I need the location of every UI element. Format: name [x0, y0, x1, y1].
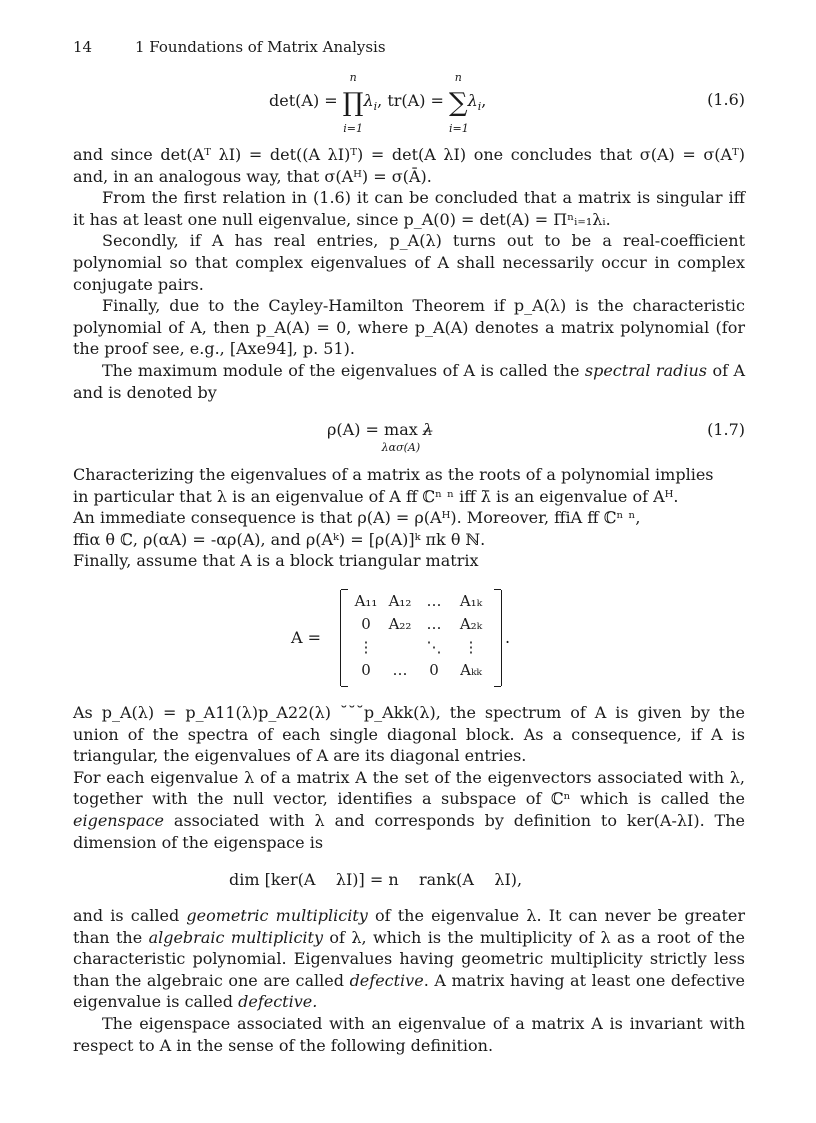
text-block-1 — [73, 144, 745, 403]
paragraph-1: and since det(Aᵀ λI) = det((A λI)ᵀ) = det(A λI) one concludes that σ(A) = σ(Aᵀ) and, in an analogous way, that σ(Aᴴ) = σ(Ā). — [73, 145, 745, 186]
equation-number: (1.6) — [707, 90, 745, 109]
page-number: 14 — [73, 38, 93, 56]
matrix-row: A₁₁ A₁₂ … A₁ₖ — [354, 592, 483, 610]
matrix-equation: A = . — [291, 628, 511, 647]
block-matrix — [340, 590, 502, 686]
paragraph-2: From the first relation in (1.6) it can be concluded that a matrix is singular iff it has at least one null eigenvalue, since p_A(0) = det(A) = Πⁿᵢ₌₁λᵢ. — [73, 188, 745, 229]
paragraph-7: Finally, assume that A is a block triangular matrix — [73, 551, 479, 571]
sum-operator: n ∑ i=1 — [449, 71, 469, 135]
equation-number: (1.7) — [707, 420, 745, 439]
paragraph-3: Secondly, if A has real entries, p_A(λ) turns out to be a real-coefficient polynomial so that complex eigenvalues of A shall necessarily occur in complex conjugate pairs. — [73, 231, 745, 294]
matrix-row: ⋮ ⋱ ⋮ — [358, 638, 479, 656]
matrix-row: 0 A₂₂ … A₂ₖ — [361, 615, 483, 633]
paragraph-11: The eigenspace associated with an eigenvalue of a matrix A is invariant with respect to A in the sense of the following definition. — [73, 1013, 745, 1055]
paragraph-4: Finally, due to the Cayley-Hamilton Theorem if p_A(λ) is the characteristic polynomial of A, then p_A(A) = 0, where p_A(A) denotes a matrix polynomial (for the proof see, e.g., [Axe94], p. 51). — [73, 296, 745, 359]
text-block-4 — [73, 905, 745, 1056]
text-block-2 — [73, 464, 745, 572]
equation-1-7 — [73, 420, 745, 454]
dimension-equation: dim [ker(A λI)] = n rank(A λI), — [229, 870, 523, 889]
equation-1-6 — [73, 71, 745, 135]
paragraph-6-line-1: Characterizing the eigenvalues of a matrix as the roots of a polynomial implies — [73, 465, 714, 484]
chapter-title: 1 Foundations of Matrix Analysis — [135, 38, 386, 56]
equation-1-6-body: det(A) = n ∏ i=1 $\lambda_i$, tr(A) = n ∑ i=1 $\lambda_i$, — [269, 71, 487, 135]
paragraph-6-line-2: in particular that λ is an eigenvalue of A ff ℂⁿ ⁿ iff λ̄ is an eigenvalue of Aᴴ. — [73, 486, 679, 506]
paragraph-8: As p_A(λ) = p_A11(λ)p_A22(λ) ˘˘˘p_Akk(λ), the spectrum of A is given by the union of the spectra of each single diagonal block. As a consequence, if A is triangular, the eigenvalues of A are its diagonal entries. — [73, 703, 745, 766]
max-operator: max λασ(A) — [381, 420, 421, 454]
text-block-3 — [73, 702, 745, 853]
paragraph-6-line-4: ffiα θ ℂ, ρ(αA) = -αρ(A), and ρ(Aᵏ) = [ρ(A)]ᵏ πk θ ℕ. — [73, 529, 486, 549]
paragraph-10: and is called geometric multiplicity of the eigenvalue λ. It can never be greater than the algebraic multiplicity of λ, which is the multiplicity of λ as a root of the characteristic polynomial. Eigenvalues having geometric multiplicity strictly less than the algebraic one are called defective. A matrix having at least one defective eigenvalue is called defective. — [73, 906, 746, 1012]
matrix-row: 0 … 0 Aₖₖ — [361, 661, 482, 679]
paragraph-6-line-3: An immediate consequence is that ρ(A) = ρ(Aᴴ). Moreover, ffiA ff ℂⁿ ⁿ, — [73, 508, 641, 528]
equation-1-7-body: ρ(A) = max λασ(A) λ̶ — [327, 420, 433, 454]
paragraph-9: For each eigenvalue λ of a matrix A the set of the eigenvectors associated with λ, together with the null vector, identifies a subspace of ℂⁿ which is called the eigenspace associated with λ and corresponds by definition to ker(A-λI). The dimension of the eigenspace is — [73, 767, 745, 852]
running-head — [73, 38, 745, 58]
product-operator: n ∏ i=1 — [342, 71, 364, 135]
paragraph-5: The maximum module of the eigenvalues of A is called the spectral radius of A and is denoted by — [73, 360, 746, 402]
